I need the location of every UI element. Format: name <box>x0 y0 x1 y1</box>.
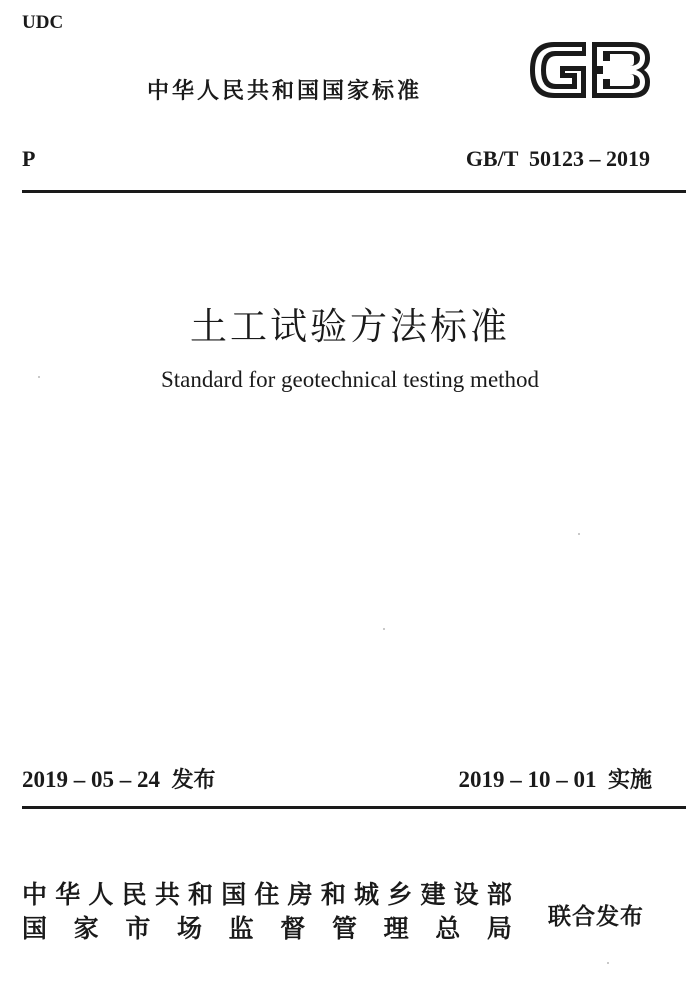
joint-issue-label: 联合发布 <box>548 904 644 930</box>
title-english: Standard for geotechnical testing method <box>160 367 540 392</box>
issuer-char: 住 <box>254 880 280 909</box>
issue-date: 2019 – 05 – 24 <box>22 767 160 792</box>
issuer-char: 场 <box>176 914 202 943</box>
top-divider <box>22 190 686 193</box>
title-chinese: 土工试验方法标准 <box>190 305 510 348</box>
scan-speck <box>383 628 385 630</box>
issue-label: 发布 <box>171 768 216 793</box>
issuer-char: 理 <box>383 914 409 943</box>
effective-label: 实施 <box>607 768 652 793</box>
issuer-char: 监 <box>228 914 254 943</box>
issuer-char: 国 <box>22 914 48 943</box>
gb-logo <box>524 34 654 106</box>
effective-date-line <box>458 763 652 794</box>
issuer-char: 人 <box>88 880 114 909</box>
effective-date: 2019 – 10 – 01 <box>458 767 597 792</box>
issuer-char: 和 <box>320 880 346 909</box>
classification-category: P <box>22 146 36 171</box>
issuer-char: 民 <box>121 880 147 909</box>
issuer-char: 设 <box>453 880 479 909</box>
issuer-char: 总 <box>435 914 461 943</box>
issuer-char: 房 <box>287 880 313 909</box>
scan-speck <box>38 376 40 378</box>
issuer-char: 督 <box>280 914 306 943</box>
scan-speck <box>578 533 580 535</box>
issuer-char: 局 <box>486 914 512 943</box>
standard-number: GB/T 50123 – 2019 <box>465 146 650 171</box>
scan-speck <box>607 962 609 964</box>
issuer-char: 乡 <box>387 880 413 909</box>
udc-label: UDC <box>22 12 64 33</box>
issuer-char: 华 <box>55 880 81 909</box>
issuer-char: 市 <box>125 914 151 943</box>
issuer-char: 部 <box>486 880 512 909</box>
issuer-ministry <box>22 880 512 910</box>
issuer-administration <box>22 914 512 944</box>
issue-date-line <box>22 763 216 794</box>
issuer-char: 建 <box>420 880 446 909</box>
national-standard-title: 中华人民共和国国家标准 <box>147 79 423 104</box>
issuer-char: 城 <box>354 880 380 909</box>
issuer-char: 管 <box>331 914 357 943</box>
bottom-divider <box>22 806 686 809</box>
issuer-char: 中 <box>22 880 48 909</box>
issuer-char: 国 <box>221 880 247 909</box>
issuer-char: 和 <box>188 880 214 909</box>
issuer-char: 共 <box>154 880 180 909</box>
issuer-char: 家 <box>73 914 99 943</box>
